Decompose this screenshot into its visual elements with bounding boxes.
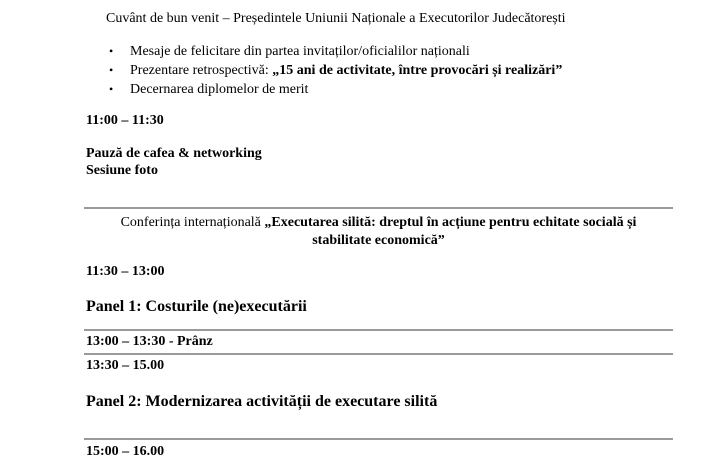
bullet-text: Mesaje de felicitare din partea invitaților/oficialilor naționali — [130, 44, 470, 59]
bullet-text: Decernarea diplomelor de merit — [130, 82, 309, 97]
divider — [84, 353, 673, 355]
time-slot-1500: 15:00 – 16.00 — [86, 444, 165, 459]
bullet-bold-title: „15 ani de activitate, între provocări și realizări” — [272, 63, 563, 78]
conference-title-part1: „Executarea silită: dreptul în acțiune pentru echitate socială și — [264, 215, 637, 230]
welcome-line: Cuvânt de bun venit – Președintele Uniunii Naționale a Executorilor Judecătorești — [106, 11, 566, 26]
list-item — [109, 61, 562, 80]
divider — [84, 438, 673, 440]
bullet-icon: • — [109, 82, 114, 96]
coffee-break-label: Pauză de cafea & networking — [86, 146, 262, 161]
photo-session-label: Sesiune foto — [86, 163, 158, 178]
conference-prefix: Conferința internațională — [120, 215, 265, 230]
divider — [84, 329, 673, 331]
bullet-icon: • — [109, 63, 114, 77]
conference-heading-line1 — [84, 213, 673, 232]
bullet-text: Prezentare retrospectivă: — [130, 63, 273, 78]
conference-title-part2: stabilitate economică” — [312, 233, 445, 248]
list-item — [109, 42, 562, 61]
lunch-slot: 13:00 – 13:30 - Prânz — [86, 334, 213, 349]
list-item — [109, 80, 562, 99]
panel-1-title: Panel 1: Costurile (ne)executării — [86, 298, 307, 315]
bullet-icon: • — [109, 44, 114, 58]
time-slot-1130: 11:30 – 13:00 — [86, 264, 165, 279]
program-bullet-list — [109, 42, 562, 99]
time-slot-1100: 11:00 – 11:30 — [86, 113, 164, 128]
divider — [84, 207, 673, 209]
panel-2-title: Panel 2: Modernizarea activității de executare silită — [86, 393, 438, 410]
time-slot-1330: 13:30 – 15.00 — [86, 358, 165, 373]
